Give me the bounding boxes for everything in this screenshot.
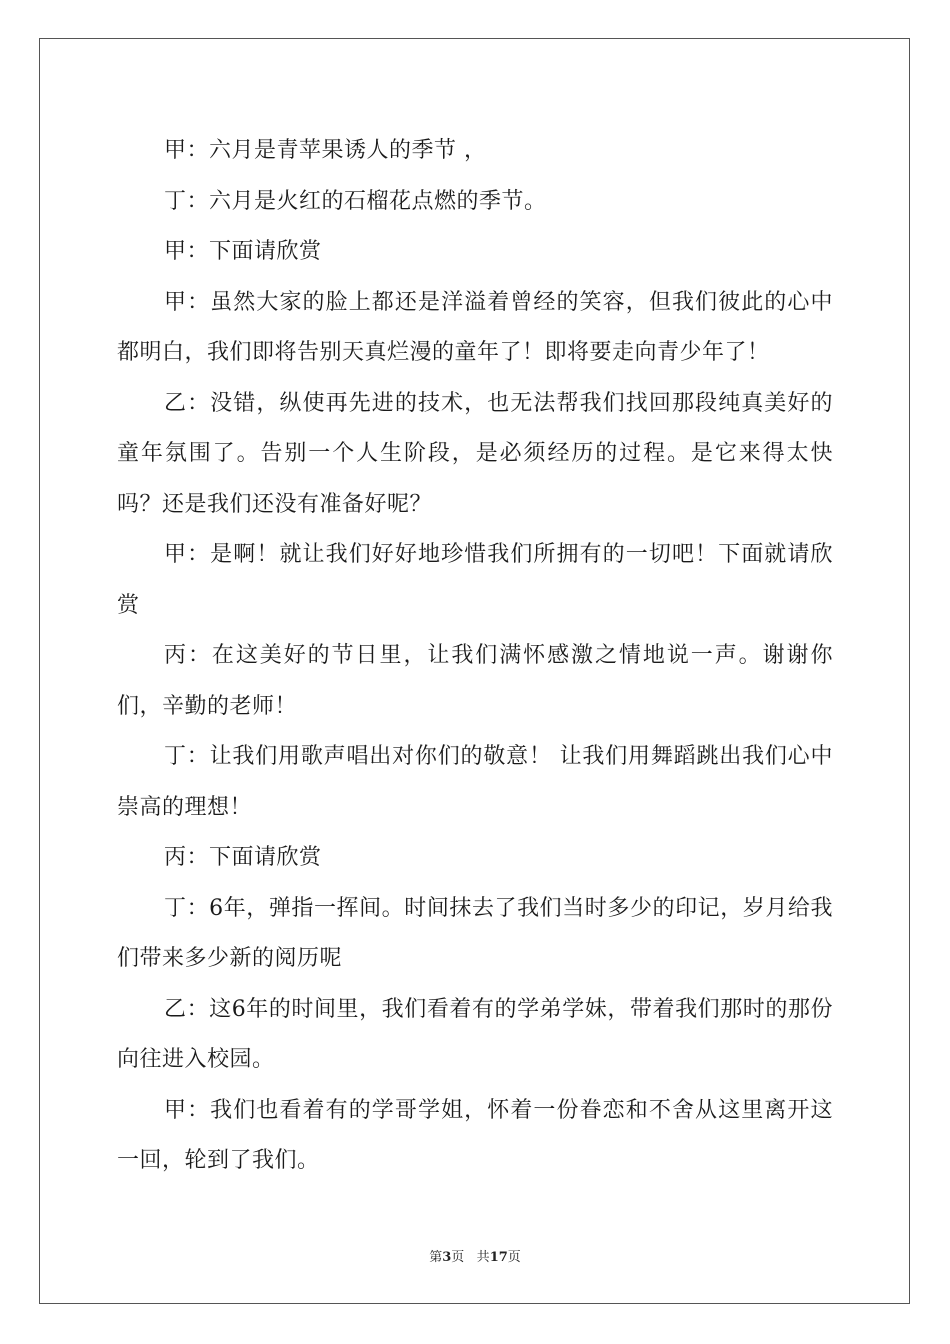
page-prefix: 第 xyxy=(429,1250,443,1265)
total-pages: 17 xyxy=(489,1250,508,1265)
dialogue-paragraph: 丁：六月是火红的石榴花点燃的季节。 xyxy=(164,188,547,214)
dialogue-paragraph: 甲：我们也看着有的学哥学姐，怀着一份眷恋和不舍从这里离开这一回，轮到了我们。 xyxy=(117,1097,833,1173)
dialogue-paragraph: 甲：下面请欣赏 xyxy=(164,239,322,264)
document-body xyxy=(117,126,833,1187)
dialogue-paragraph: 甲：是啊！就让我们好好地珍惜我们所拥有的一切吧！下面就请欣赏 xyxy=(117,542,833,618)
dialogue-paragraph: 丙：在这美好的节日里，让我们满怀感激之情地说一声。谢谢你们，辛勤的老师！ xyxy=(117,643,833,719)
page-footer xyxy=(0,1246,950,1265)
dialogue-paragraph: 甲：虽然大家的脸上都还是洋溢着曾经的笑容，但我们彼此的心中都明白，我们即将告别天真烂漫的童年了！即将要走向青少年了！ xyxy=(117,289,833,365)
dialogue-paragraph: 甲：六月是青苹果诱人的季节 ， xyxy=(164,138,487,163)
page-number: 3 xyxy=(442,1250,452,1265)
total-suffix: 页 xyxy=(507,1250,521,1265)
dialogue-paragraph: 丙：下面请欣赏 xyxy=(164,845,322,870)
total-prefix: 共 xyxy=(476,1250,490,1265)
dialogue-paragraph: 丁：6年，弹指一挥间。时间抹去了我们当时多少的印记，岁月给我们带来多少新的阅历呢 xyxy=(117,895,833,971)
dialogue-paragraph: 丁：让我们用歌声唱出对你们的敬意！ 让我们用舞蹈跳出我们心中崇高的理想！ xyxy=(117,744,833,820)
dialogue-paragraph: 乙：这6年的时间里，我们看着有的学弟学妹，带着我们那时的那份向往进入校园。 xyxy=(117,996,833,1072)
dialogue-paragraph: 乙：没错，纵使再先进的技术，也无法帮我们找回那段纯真美好的童年氛围了。告别一个人生阶段，是必须经历的过程。是它来得太快吗？还是我们还没有准备好呢？ xyxy=(117,390,833,517)
page-suffix: 页 xyxy=(451,1250,465,1265)
